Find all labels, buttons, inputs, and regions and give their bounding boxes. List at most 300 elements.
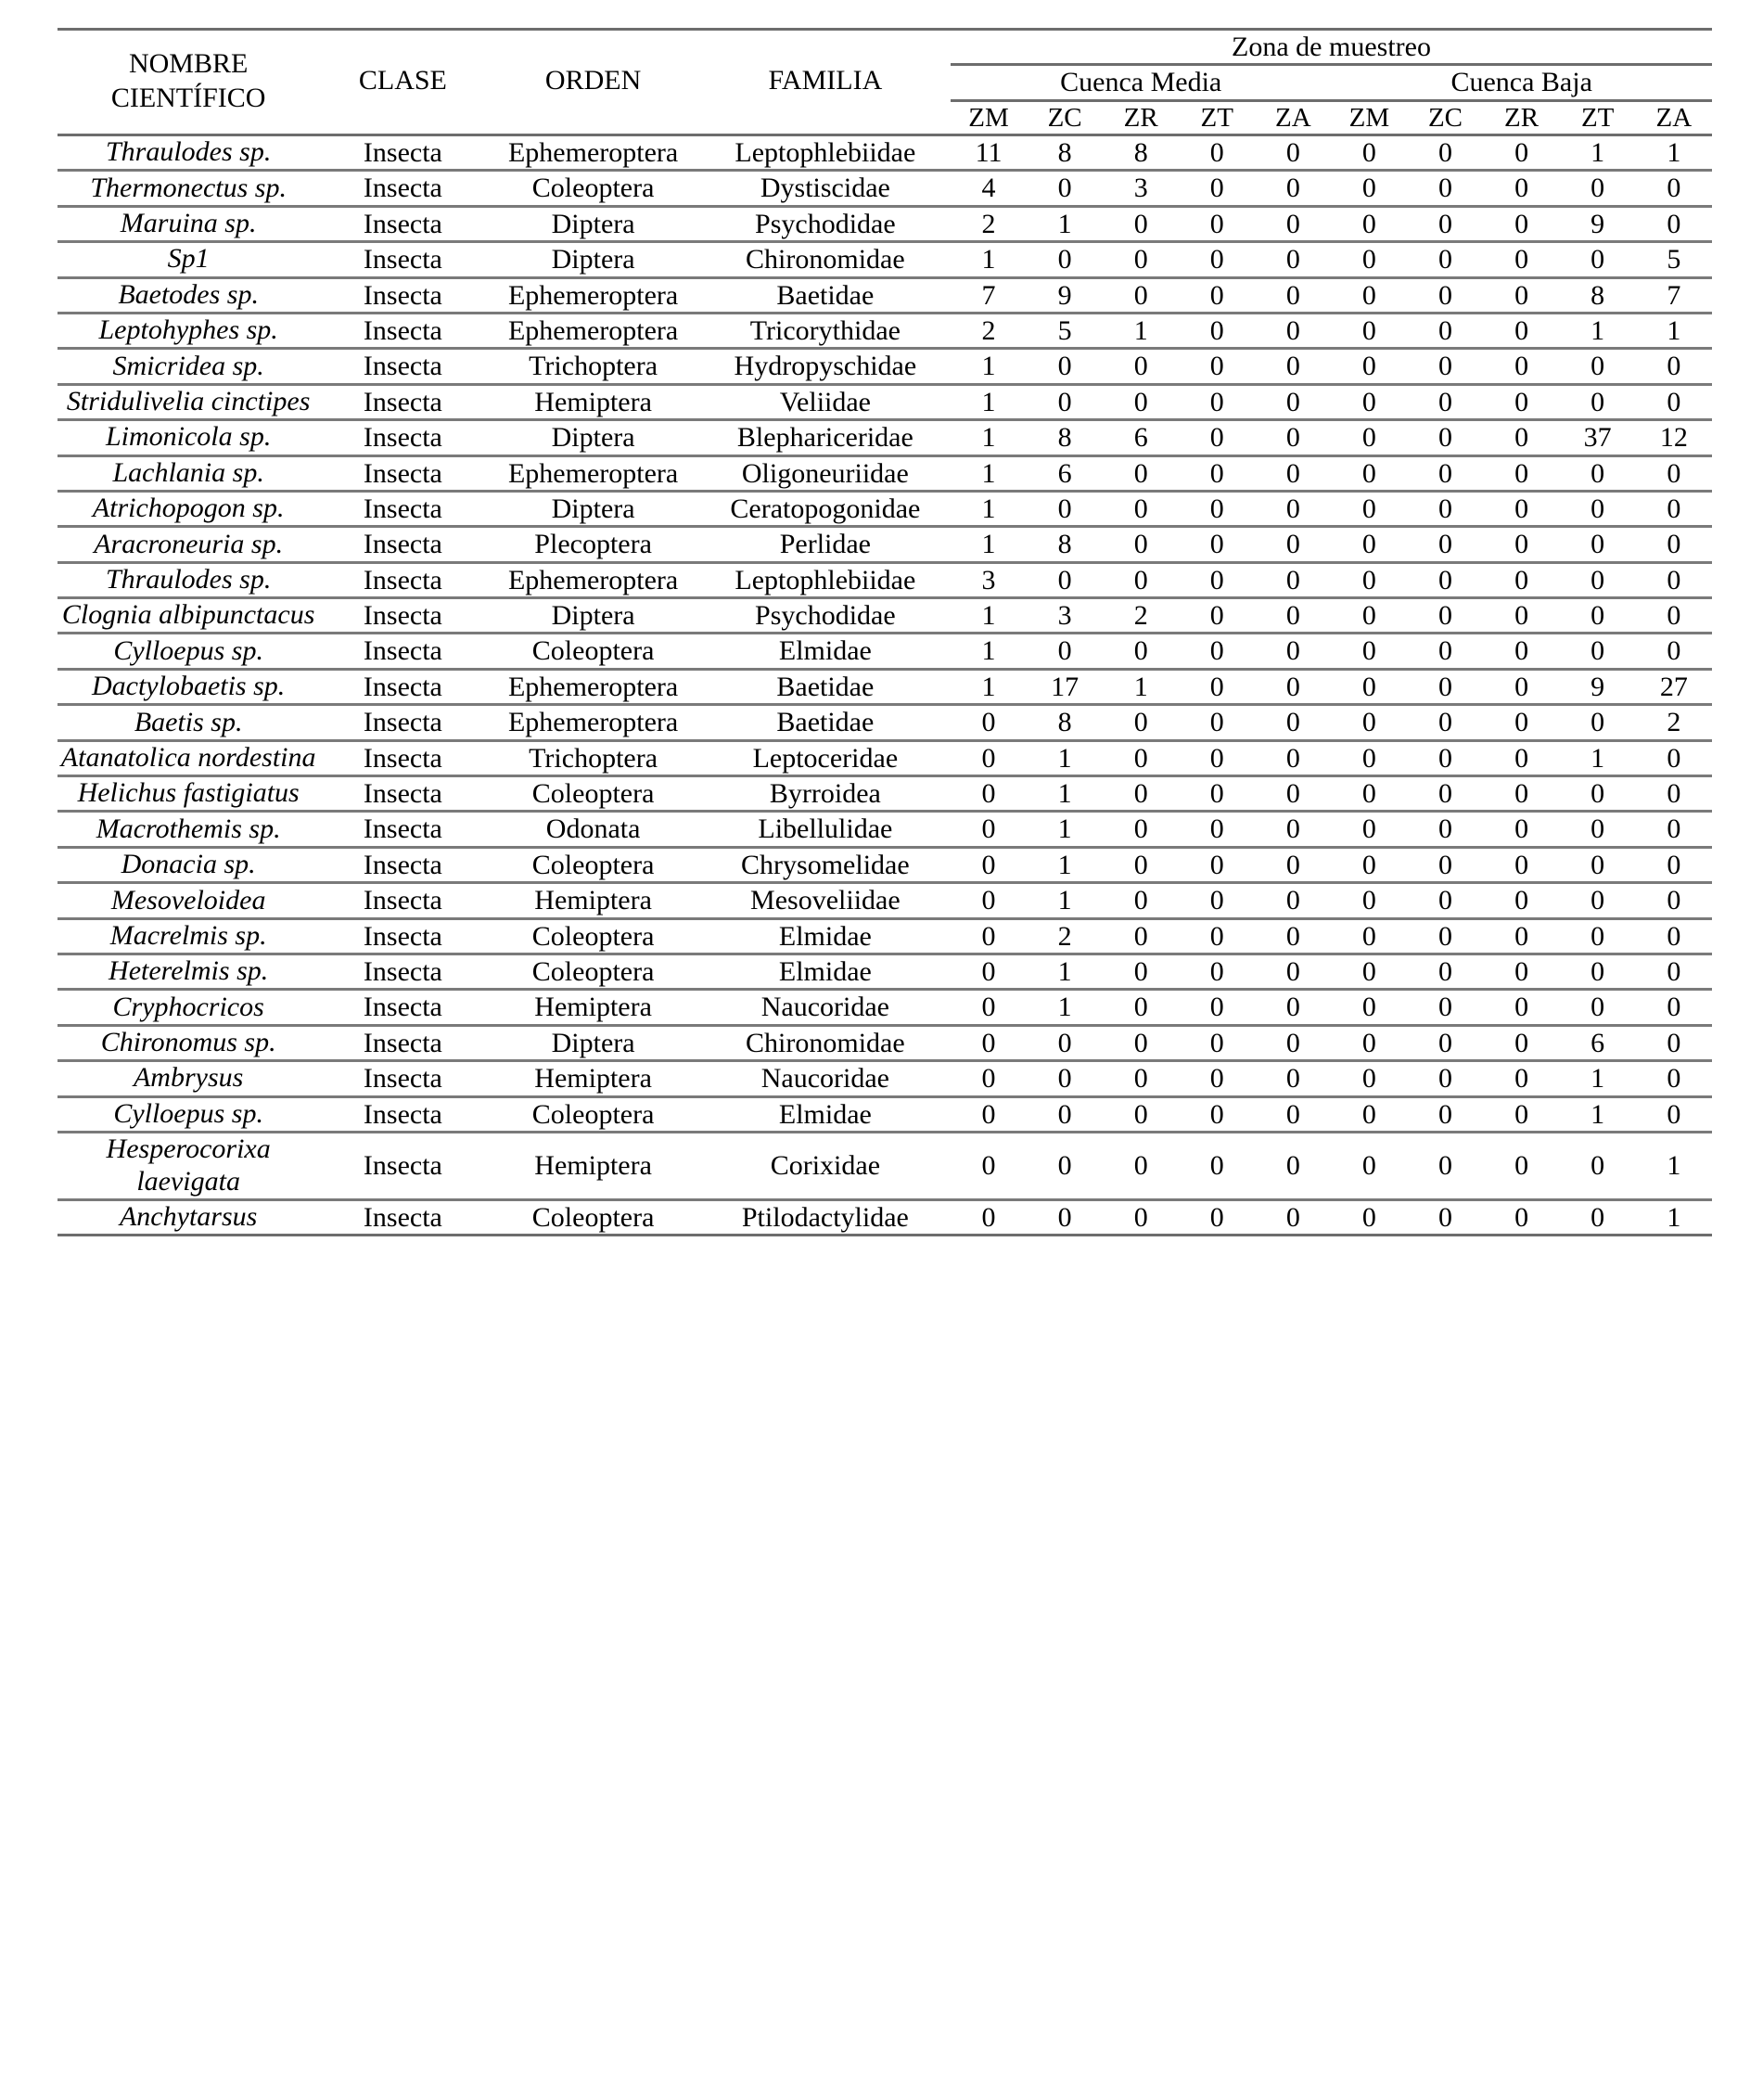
cell-orden: Diptera — [486, 1025, 699, 1060]
cell-count-baja-zt: 0 — [1560, 384, 1636, 419]
cell-count-baja-zm: 0 — [1331, 669, 1407, 704]
cell-count-media-za: 0 — [1255, 883, 1331, 918]
cell-clase: Insecta — [319, 847, 486, 882]
table-row — [57, 740, 1712, 775]
cell-count-baja-zt: 1 — [1560, 740, 1636, 775]
cell-count-media-zc: 9 — [1027, 277, 1103, 313]
cell-orden: Diptera — [486, 242, 699, 277]
cell-familia: Baetidae — [700, 277, 951, 313]
cell-scientific-name: Hesperocorixa laevigata — [57, 1132, 319, 1199]
cell-count-baja-zr: 0 — [1484, 206, 1560, 241]
cell-count-baja-zt: 0 — [1560, 171, 1636, 206]
cell-clase: Insecta — [319, 1061, 486, 1096]
cell-count-media-zr: 8 — [1103, 135, 1179, 171]
cell-count-baja-zr: 0 — [1484, 562, 1560, 597]
cell-count-baja-zt: 1 — [1560, 1096, 1636, 1132]
cell-count-baja-zm: 0 — [1331, 812, 1407, 847]
cell-clase: Insecta — [319, 1025, 486, 1060]
cell-count-media-zc: 0 — [1027, 1199, 1103, 1235]
cell-count-media-za: 0 — [1255, 1025, 1331, 1060]
cell-orden: Trichoptera — [486, 740, 699, 775]
cell-count-baja-zc: 0 — [1407, 135, 1483, 171]
cell-count-media-zm: 7 — [951, 277, 1027, 313]
cell-count-baja-zm: 0 — [1331, 847, 1407, 882]
cell-count-media-za: 0 — [1255, 455, 1331, 491]
cell-count-media-zc: 1 — [1027, 776, 1103, 812]
cell-familia: Naucoridae — [700, 990, 951, 1025]
cell-count-media-zm: 0 — [951, 1061, 1027, 1096]
cell-orden: Hemiptera — [486, 384, 699, 419]
cell-orden: Coleoptera — [486, 954, 699, 989]
table-row — [57, 242, 1712, 277]
site-code-baja-zr: ZR — [1504, 102, 1539, 133]
cell-orden: Ephemeroptera — [486, 669, 699, 704]
cell-count-baja-za: 1 — [1636, 1199, 1712, 1235]
cell-scientific-name: Macrothemis sp. — [57, 812, 319, 847]
cell-count-media-zm: 2 — [951, 206, 1027, 241]
cell-clase: Insecta — [319, 1132, 486, 1199]
cell-count-baja-za: 0 — [1636, 954, 1712, 989]
site-code-baja-za: ZA — [1655, 102, 1693, 133]
cell-familia: Oligoneuriidae — [700, 455, 951, 491]
cell-scientific-name: Baetis sp. — [57, 705, 319, 740]
column-header-cuenca-baja: Cuenca Baja — [1331, 65, 1712, 100]
cell-count-baja-zt: 0 — [1560, 1199, 1636, 1235]
cell-count-baja-zr: 0 — [1484, 1132, 1560, 1199]
cell-count-media-zr: 0 — [1103, 1199, 1179, 1235]
cell-familia: Leptophlebiidae — [700, 562, 951, 597]
cell-scientific-name: Atanatolica nordestina — [57, 740, 319, 775]
cell-count-media-zt: 0 — [1179, 491, 1255, 526]
table-row — [57, 918, 1712, 954]
cell-familia: Ceratopogonidae — [700, 491, 951, 526]
cell-scientific-name: Donacia sp. — [57, 847, 319, 882]
cell-clase: Insecta — [319, 384, 486, 419]
cell-scientific-name: Stridulivelia cinctipes — [57, 384, 319, 419]
cell-count-baja-zr: 0 — [1484, 1199, 1560, 1235]
cell-count-baja-zt: 1 — [1560, 1061, 1636, 1096]
cell-count-baja-zm: 0 — [1331, 455, 1407, 491]
cell-count-media-zc: 1 — [1027, 847, 1103, 882]
cell-count-media-zr: 0 — [1103, 242, 1179, 277]
header-row-zone — [57, 30, 1712, 65]
cell-count-baja-zm: 0 — [1331, 740, 1407, 775]
cell-count-media-zr: 0 — [1103, 562, 1179, 597]
cell-count-baja-zc: 0 — [1407, 669, 1483, 704]
cell-count-baja-zm: 0 — [1331, 705, 1407, 740]
cell-clase: Insecta — [319, 776, 486, 812]
cell-count-media-zt: 0 — [1179, 1025, 1255, 1060]
cell-count-media-zr: 0 — [1103, 527, 1179, 562]
cell-scientific-name: Leptohyphes sp. — [57, 313, 319, 348]
cell-count-media-zm: 1 — [951, 384, 1027, 419]
cell-count-baja-zm: 0 — [1331, 918, 1407, 954]
cell-count-baja-zr: 0 — [1484, 954, 1560, 989]
cell-orden: Coleoptera — [486, 634, 699, 669]
cell-clase: Insecta — [319, 349, 486, 384]
cell-count-media-zr: 0 — [1103, 1025, 1179, 1060]
table-row — [57, 634, 1712, 669]
cell-count-baja-za: 0 — [1636, 562, 1712, 597]
cell-count-media-zc: 0 — [1027, 171, 1103, 206]
cell-count-media-zc: 1 — [1027, 206, 1103, 241]
cell-familia: Elmidae — [700, 918, 951, 954]
cell-count-media-zr: 0 — [1103, 990, 1179, 1025]
cell-count-baja-zr: 0 — [1484, 242, 1560, 277]
cell-count-baja-zt: 37 — [1560, 420, 1636, 455]
cell-scientific-name: Thermonectus sp. — [57, 171, 319, 206]
cell-scientific-name: Baetodes sp. — [57, 277, 319, 313]
cell-count-media-za: 0 — [1255, 954, 1331, 989]
cell-clase: Insecta — [319, 242, 486, 277]
cell-count-baja-zc: 0 — [1407, 883, 1483, 918]
cell-count-media-zc: 0 — [1027, 349, 1103, 384]
cell-count-media-za: 0 — [1255, 1096, 1331, 1132]
cell-count-media-zt: 0 — [1179, 669, 1255, 704]
cell-count-media-za: 0 — [1255, 740, 1331, 775]
cell-scientific-name: Maruina sp. — [57, 206, 319, 241]
cell-orden: Coleoptera — [486, 1199, 699, 1235]
cell-orden: Ephemeroptera — [486, 562, 699, 597]
cell-clase: Insecta — [319, 598, 486, 634]
orden-label: ORDEN — [544, 65, 642, 96]
cell-count-media-zr: 0 — [1103, 634, 1179, 669]
cell-count-baja-zm: 0 — [1331, 527, 1407, 562]
cell-orden: Coleoptera — [486, 847, 699, 882]
cell-count-baja-za: 0 — [1636, 349, 1712, 384]
scientific-name-line2: CIENTÍFICO — [110, 82, 266, 113]
cell-count-media-zc: 2 — [1027, 918, 1103, 954]
cell-count-baja-zt: 6 — [1560, 1025, 1636, 1060]
cell-familia: Psychodidae — [700, 206, 951, 241]
cell-count-baja-zm: 0 — [1331, 491, 1407, 526]
site-code-media-zt: ZT — [1200, 102, 1233, 133]
cell-count-media-za: 0 — [1255, 812, 1331, 847]
cell-count-media-zr: 0 — [1103, 1096, 1179, 1132]
cell-count-media-zc: 5 — [1027, 313, 1103, 348]
cell-count-media-zr: 1 — [1103, 313, 1179, 348]
cell-count-baja-za: 2 — [1636, 705, 1712, 740]
cell-count-media-za: 0 — [1255, 384, 1331, 419]
cell-count-baja-zc: 0 — [1407, 705, 1483, 740]
cell-count-baja-zt: 8 — [1560, 277, 1636, 313]
cell-count-baja-zt: 0 — [1560, 527, 1636, 562]
cell-clase: Insecta — [319, 634, 486, 669]
cell-count-media-zm: 0 — [951, 1025, 1027, 1060]
cell-scientific-name: Thraulodes sp. — [57, 562, 319, 597]
cell-familia: Chironomidae — [700, 1025, 951, 1060]
cell-count-media-zc: 17 — [1027, 669, 1103, 704]
cell-count-media-zr: 0 — [1103, 277, 1179, 313]
cell-count-media-za: 0 — [1255, 705, 1331, 740]
cell-scientific-name: Cylloepus sp. — [57, 1096, 319, 1132]
cell-count-baja-zr: 0 — [1484, 420, 1560, 455]
cell-familia: Elmidae — [700, 954, 951, 989]
cell-count-media-zc: 0 — [1027, 634, 1103, 669]
table-row — [57, 1025, 1712, 1060]
cell-count-media-zt: 0 — [1179, 1199, 1255, 1235]
cell-count-baja-zm: 0 — [1331, 277, 1407, 313]
cell-familia: Libellulidae — [700, 812, 951, 847]
site-code-media-zr: ZR — [1123, 102, 1158, 133]
cell-count-media-zt: 0 — [1179, 171, 1255, 206]
cell-count-media-za: 0 — [1255, 990, 1331, 1025]
cell-scientific-name: Anchytarsus — [57, 1199, 319, 1235]
cell-count-media-zt: 0 — [1179, 455, 1255, 491]
cell-count-media-zm: 1 — [951, 634, 1027, 669]
cell-count-media-za: 0 — [1255, 634, 1331, 669]
cell-count-media-zt: 0 — [1179, 384, 1255, 419]
cell-count-media-zc: 8 — [1027, 135, 1103, 171]
cell-count-media-zt: 0 — [1179, 990, 1255, 1025]
cell-count-baja-zm: 0 — [1331, 1061, 1407, 1096]
cell-scientific-name: Ambrysus — [57, 1061, 319, 1096]
cell-scientific-name: Thraulodes sp. — [57, 135, 319, 171]
cell-familia: Psychodidae — [700, 598, 951, 634]
cell-count-media-zt: 0 — [1179, 277, 1255, 313]
cell-count-baja-zm: 0 — [1331, 171, 1407, 206]
cell-count-baja-zc: 0 — [1407, 455, 1483, 491]
cell-count-baja-zm: 0 — [1331, 135, 1407, 171]
cell-count-baja-zc: 0 — [1407, 740, 1483, 775]
site-code-baja-zc: ZC — [1427, 102, 1463, 133]
cell-count-media-za: 0 — [1255, 349, 1331, 384]
cell-clase: Insecta — [319, 420, 486, 455]
cell-count-media-zm: 0 — [951, 954, 1027, 989]
cell-count-media-zm: 0 — [951, 990, 1027, 1025]
table-body — [57, 135, 1712, 1236]
cell-count-media-zc: 8 — [1027, 527, 1103, 562]
cell-count-media-zm: 0 — [951, 776, 1027, 812]
cell-count-media-zt: 0 — [1179, 1061, 1255, 1096]
cell-count-media-zm: 0 — [951, 883, 1027, 918]
cell-count-baja-zc: 0 — [1407, 847, 1483, 882]
cell-orden: Hemiptera — [486, 1061, 699, 1096]
cell-count-baja-zr: 0 — [1484, 1025, 1560, 1060]
table-row — [57, 598, 1712, 634]
cell-orden: Plecoptera — [486, 527, 699, 562]
cell-count-media-zc: 1 — [1027, 740, 1103, 775]
cell-scientific-name: Sp1 — [57, 242, 319, 277]
table-row — [57, 954, 1712, 989]
cell-count-media-zc: 0 — [1027, 384, 1103, 419]
cell-count-baja-zr: 0 — [1484, 384, 1560, 419]
table-row — [57, 384, 1712, 419]
cell-count-media-zc: 0 — [1027, 1096, 1103, 1132]
cell-count-media-zt: 0 — [1179, 598, 1255, 634]
cell-count-baja-zc: 0 — [1407, 277, 1483, 313]
table-row — [57, 171, 1712, 206]
cell-count-media-zr: 0 — [1103, 455, 1179, 491]
site-code-media-za: ZA — [1275, 102, 1311, 133]
cell-clase: Insecta — [319, 1199, 486, 1235]
cell-count-baja-zm: 0 — [1331, 598, 1407, 634]
cell-count-baja-za: 0 — [1636, 598, 1712, 634]
cell-count-media-zr: 0 — [1103, 812, 1179, 847]
cell-count-media-zm: 0 — [951, 1096, 1027, 1132]
cell-count-baja-zc: 0 — [1407, 1132, 1483, 1199]
cell-count-media-zr: 0 — [1103, 206, 1179, 241]
cell-count-baja-zr: 0 — [1484, 491, 1560, 526]
cell-count-baja-zt: 0 — [1560, 491, 1636, 526]
cell-count-media-zr: 3 — [1103, 171, 1179, 206]
cell-count-media-za: 0 — [1255, 420, 1331, 455]
cell-count-baja-zt: 0 — [1560, 776, 1636, 812]
cell-count-baja-zc: 0 — [1407, 313, 1483, 348]
cell-count-baja-za: 1 — [1636, 1132, 1712, 1199]
cell-familia: Byrroidea — [700, 776, 951, 812]
cell-count-baja-za: 0 — [1636, 171, 1712, 206]
cell-orden: Trichoptera — [486, 349, 699, 384]
cell-scientific-name: Aracroneuria sp. — [57, 527, 319, 562]
table-row — [57, 277, 1712, 313]
table-row — [57, 349, 1712, 384]
cell-orden: Diptera — [486, 598, 699, 634]
cell-count-baja-za: 0 — [1636, 527, 1712, 562]
cell-orden: Ephemeroptera — [486, 135, 699, 171]
cell-count-baja-zm: 0 — [1331, 1199, 1407, 1235]
cell-familia: Baetidae — [700, 669, 951, 704]
table-row — [57, 812, 1712, 847]
cell-orden: Hemiptera — [486, 990, 699, 1025]
cell-count-media-za: 0 — [1255, 847, 1331, 882]
cell-count-media-zc: 1 — [1027, 883, 1103, 918]
cell-familia: Leptophlebiidae — [700, 135, 951, 171]
cell-count-baja-za: 0 — [1636, 1061, 1712, 1096]
cell-count-media-zm: 0 — [951, 847, 1027, 882]
cell-count-media-zt: 0 — [1179, 954, 1255, 989]
cell-clase: Insecta — [319, 491, 486, 526]
cell-clase: Insecta — [319, 562, 486, 597]
cell-count-baja-za: 0 — [1636, 883, 1712, 918]
cell-count-baja-za: 0 — [1636, 491, 1712, 526]
table-row — [57, 206, 1712, 241]
cell-count-media-zr: 0 — [1103, 883, 1179, 918]
table-row — [57, 1199, 1712, 1235]
column-header-familia — [700, 30, 951, 135]
cell-count-baja-za: 0 — [1636, 812, 1712, 847]
column-header-orden — [486, 30, 699, 135]
species-abundance-table — [57, 28, 1712, 1236]
cell-clase: Insecta — [319, 740, 486, 775]
cell-count-media-zr: 0 — [1103, 705, 1179, 740]
cell-scientific-name: Lachlania sp. — [57, 455, 319, 491]
cell-count-baja-zm: 0 — [1331, 242, 1407, 277]
cell-count-baja-zt: 0 — [1560, 598, 1636, 634]
table-row — [57, 527, 1712, 562]
cell-count-baja-za: 7 — [1636, 277, 1712, 313]
cell-count-baja-zc: 0 — [1407, 562, 1483, 597]
cell-count-baja-zm: 0 — [1331, 1025, 1407, 1060]
cell-count-baja-zc: 0 — [1407, 990, 1483, 1025]
cell-count-baja-zm: 0 — [1331, 384, 1407, 419]
cell-count-baja-zc: 0 — [1407, 171, 1483, 206]
cell-familia: Chironomidae — [700, 242, 951, 277]
cell-count-media-za: 0 — [1255, 242, 1331, 277]
cell-orden: Ephemeroptera — [486, 277, 699, 313]
cell-clase: Insecta — [319, 954, 486, 989]
cell-familia: Ptilodactylidae — [700, 1199, 951, 1235]
cell-count-media-zc: 3 — [1027, 598, 1103, 634]
cell-count-media-zt: 0 — [1179, 776, 1255, 812]
cell-count-baja-za: 0 — [1636, 1025, 1712, 1060]
cell-count-media-zm: 1 — [951, 527, 1027, 562]
cell-count-baja-zc: 0 — [1407, 776, 1483, 812]
cell-scientific-name: Chironomus sp. — [57, 1025, 319, 1060]
cell-scientific-name: Smicridea sp. — [57, 349, 319, 384]
cell-count-media-zm: 1 — [951, 420, 1027, 455]
table-row — [57, 1061, 1712, 1096]
cell-count-baja-zc: 0 — [1407, 812, 1483, 847]
cell-count-baja-zt: 0 — [1560, 883, 1636, 918]
cell-count-media-zt: 0 — [1179, 135, 1255, 171]
cell-count-baja-zm: 0 — [1331, 206, 1407, 241]
cell-count-baja-za: 0 — [1636, 990, 1712, 1025]
cell-count-media-zm: 3 — [951, 562, 1027, 597]
cell-clase: Insecta — [319, 171, 486, 206]
cell-orden: Coleoptera — [486, 918, 699, 954]
cell-scientific-name: Dactylobaetis sp. — [57, 669, 319, 704]
cell-scientific-name: Macrelmis sp. — [57, 918, 319, 954]
cell-count-baja-zr: 0 — [1484, 990, 1560, 1025]
cell-count-baja-zm: 0 — [1331, 420, 1407, 455]
cell-count-media-za: 0 — [1255, 669, 1331, 704]
cell-count-media-zt: 0 — [1179, 812, 1255, 847]
cell-familia: Leptoceridae — [700, 740, 951, 775]
cell-scientific-name: Clognia albipunctacus — [57, 598, 319, 634]
cell-count-baja-zr: 0 — [1484, 277, 1560, 313]
cell-count-baja-zc: 0 — [1407, 1061, 1483, 1096]
cell-count-media-zm: 1 — [951, 598, 1027, 634]
cell-count-media-za: 0 — [1255, 491, 1331, 526]
cell-count-baja-zm: 0 — [1331, 634, 1407, 669]
cell-count-media-za: 0 — [1255, 598, 1331, 634]
cell-count-media-zt: 0 — [1179, 634, 1255, 669]
cell-scientific-name: Cryphocricos — [57, 990, 319, 1025]
cell-count-baja-za: 0 — [1636, 206, 1712, 241]
cell-count-baja-zr: 0 — [1484, 847, 1560, 882]
cell-count-baja-zt: 0 — [1560, 242, 1636, 277]
cell-count-media-zc: 1 — [1027, 990, 1103, 1025]
cell-familia: Dystiscidae — [700, 171, 951, 206]
cell-count-baja-zm: 0 — [1331, 776, 1407, 812]
cell-count-media-zm: 1 — [951, 242, 1027, 277]
cell-count-baja-zr: 0 — [1484, 705, 1560, 740]
cell-count-baja-zc: 0 — [1407, 918, 1483, 954]
cell-count-baja-zc: 0 — [1407, 1025, 1483, 1060]
cell-count-media-zr: 0 — [1103, 384, 1179, 419]
cell-count-media-za: 0 — [1255, 206, 1331, 241]
cell-count-baja-za: 0 — [1636, 740, 1712, 775]
cell-count-media-zr: 0 — [1103, 1132, 1179, 1199]
cell-scientific-name: Mesoveloidea — [57, 883, 319, 918]
cell-count-media-zm: 0 — [951, 1199, 1027, 1235]
cell-count-baja-zt: 1 — [1560, 135, 1636, 171]
cell-count-media-zr: 0 — [1103, 349, 1179, 384]
cell-count-baja-zt: 0 — [1560, 1132, 1636, 1199]
cell-orden: Odonata — [486, 812, 699, 847]
cell-orden: Ephemeroptera — [486, 705, 699, 740]
cell-clase: Insecta — [319, 705, 486, 740]
cell-familia: Elmidae — [700, 1096, 951, 1132]
cell-count-media-za: 0 — [1255, 171, 1331, 206]
cell-count-media-zt: 0 — [1179, 527, 1255, 562]
cell-count-baja-zc: 0 — [1407, 349, 1483, 384]
cell-count-media-zt: 0 — [1179, 1096, 1255, 1132]
cell-count-media-zc: 8 — [1027, 420, 1103, 455]
cell-count-media-zr: 0 — [1103, 1061, 1179, 1096]
cell-count-media-zr: 0 — [1103, 491, 1179, 526]
